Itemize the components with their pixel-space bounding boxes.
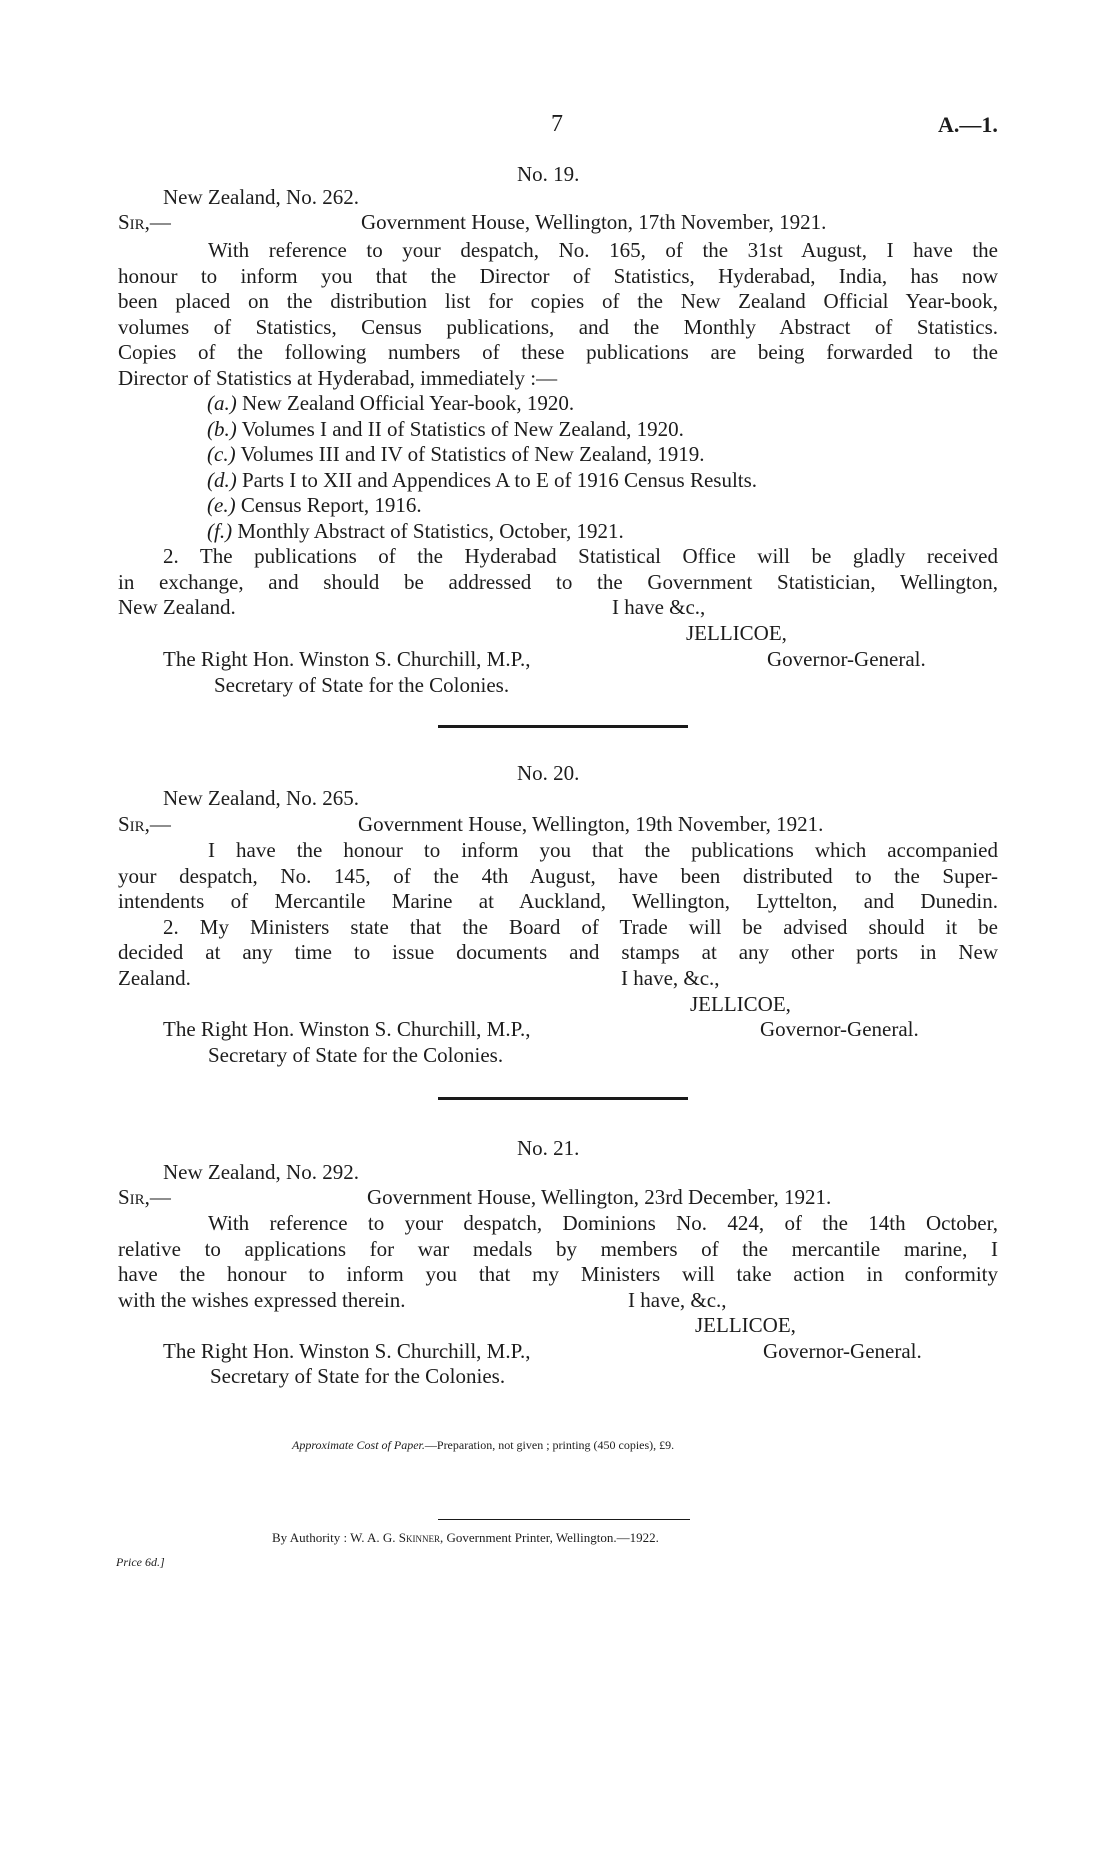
letter-reference: New Zealand, No. 265.	[163, 786, 359, 810]
signatory-title: Governor-General.	[760, 1017, 919, 1041]
text-line: Director of Statistics at Hyderabad, immediately :—	[118, 365, 558, 390]
list-text: Census Report, 1916.	[240, 493, 422, 517]
printer-name: Skinner	[398, 1530, 441, 1545]
list-text: Parts I to XII and Appendices A to E of 1916 Census Results.	[242, 467, 758, 492]
text-line: decided at any time to issue documents and stamps at any other ports in New	[118, 940, 998, 964]
text-line: Zealand.	[118, 965, 191, 990]
authority-line	[272, 1531, 659, 1545]
text-line: With reference to your despatch, No. 165, of the 31st August, I have the	[208, 238, 998, 262]
list-text: Monthly Abstract of Statistics, October, 1921.	[237, 518, 624, 543]
text-line: in exchange, and should be addressed to the Government Statistician, Wellington,	[118, 569, 998, 594]
text-line: been placed on the distribution list for copies of the New Zealand Official Year-book,	[118, 289, 998, 313]
price-note: Price 6d.]	[116, 1555, 165, 1569]
salutation: Sir,—	[118, 1185, 171, 1209]
text-line: New Zealand.	[118, 595, 236, 619]
signature: JELLICOE,	[690, 992, 791, 1016]
page-number: 7	[551, 111, 563, 137]
letter-reference: New Zealand, No. 262.	[163, 185, 359, 209]
recipient-title: Secretary of State for the Colonies.	[214, 673, 510, 697]
text-line: have the honour to inform you that my Ministers will take action in conformity	[118, 1262, 998, 1286]
letter-body	[118, 1211, 998, 1313]
recipient-title: Secretary of State for the Colonies.	[210, 1364, 506, 1388]
authority-prefix: By Authority : W. A. G.	[272, 1530, 399, 1545]
list-item	[207, 442, 757, 468]
authority-suffix: , Government Printer, Wellington.—1922.	[440, 1530, 659, 1545]
text-line: 2. The publications of the Hyderabad Statistical Office will be gladly received	[163, 544, 998, 568]
cost-note	[292, 1438, 674, 1452]
list-item	[207, 417, 757, 443]
closing: I have &c.,	[612, 595, 706, 619]
text-line: Copies of the following numbers of these publications are being forwarded to the	[118, 340, 998, 364]
list-item	[207, 391, 757, 417]
text-line: with the wishes expressed therein.	[118, 1287, 406, 1312]
letter-number: No. 21.	[517, 1136, 580, 1160]
list-item	[207, 519, 757, 545]
recipient-name: The Right Hon. Winston S. Churchill, M.P.,	[163, 1017, 531, 1041]
list-label: (c.)	[207, 442, 236, 466]
section-divider	[438, 725, 688, 728]
signatory-title: Governor-General.	[763, 1339, 922, 1363]
letter-body	[118, 238, 998, 391]
letter-body	[118, 544, 998, 621]
letter-number: No. 20.	[517, 761, 580, 785]
signatory-title: Governor-General.	[767, 647, 926, 671]
recipient-name: The Right Hon. Winston S. Churchill, M.P.,	[163, 1339, 531, 1363]
salutation: Sir,—	[118, 812, 171, 836]
cost-text: —Preparation, not given ; printing (450 copies), £9.	[424, 1438, 675, 1452]
place-date: Government House, Wellington, 17th November, 1921.	[361, 210, 827, 234]
list-label: (d.)	[207, 467, 237, 492]
authority-rule	[438, 1519, 690, 1520]
recipient-name: The Right Hon. Winston S. Churchill, M.P.,	[163, 647, 531, 671]
enumerated-list	[207, 391, 757, 544]
closing: I have, &c.,	[621, 966, 720, 990]
list-label: (b.)	[207, 416, 237, 441]
series-code: A.—1.	[938, 112, 998, 137]
signature: JELLICOE,	[695, 1313, 796, 1337]
signature: JELLICOE,	[686, 621, 787, 645]
list-label: (f.)	[207, 518, 233, 543]
list-item	[207, 493, 757, 519]
text-line: 2. My Ministers state that the Board of Trade will be advised should it be	[163, 914, 998, 939]
closing: I have, &c.,	[628, 1288, 727, 1312]
text-line: relative to applications for war medals by members of the mercantile marine, I	[118, 1236, 998, 1261]
letter-number: No. 19.	[517, 162, 580, 186]
list-label: (a.)	[207, 391, 237, 415]
list-text: New Zealand Official Year-book, 1920.	[242, 391, 575, 415]
cost-label: Approximate Cost of Paper.	[292, 1438, 425, 1452]
text-line: I have the honour to inform you that the publications which accompanied	[208, 838, 998, 862]
text-line: your despatch, No. 145, of the 4th August, have been distributed to the Super-	[118, 863, 998, 888]
text-line: intendents of Mercantile Marine at Auckland, Wellington, Lyttelton, and Dunedin.	[118, 889, 998, 913]
list-label: (e.)	[207, 493, 236, 517]
place-date: Government House, Wellington, 23rd December, 1921.	[367, 1185, 832, 1209]
place-date: Government House, Wellington, 19th November, 1921.	[358, 812, 824, 836]
recipient-title: Secretary of State for the Colonies.	[208, 1043, 504, 1067]
text-line: With reference to your despatch, Dominions No. 424, of the 14th October,	[208, 1211, 998, 1235]
list-text: Volumes I and II of Statistics of New Zealand, 1920.	[241, 416, 684, 441]
salutation: Sir,—	[118, 210, 171, 234]
text-line: volumes of Statistics, Census publications, and the Monthly Abstract of Statistics.	[118, 314, 998, 339]
list-text: Volumes III and IV of Statistics of New Zealand, 1919.	[240, 442, 705, 466]
section-divider	[438, 1097, 688, 1100]
letter-body	[118, 838, 998, 991]
text-line: honour to inform you that the Director of Statistics, Hyderabad, India, has now	[118, 263, 998, 288]
letter-reference: New Zealand, No. 292.	[163, 1160, 359, 1184]
list-item	[207, 468, 757, 494]
